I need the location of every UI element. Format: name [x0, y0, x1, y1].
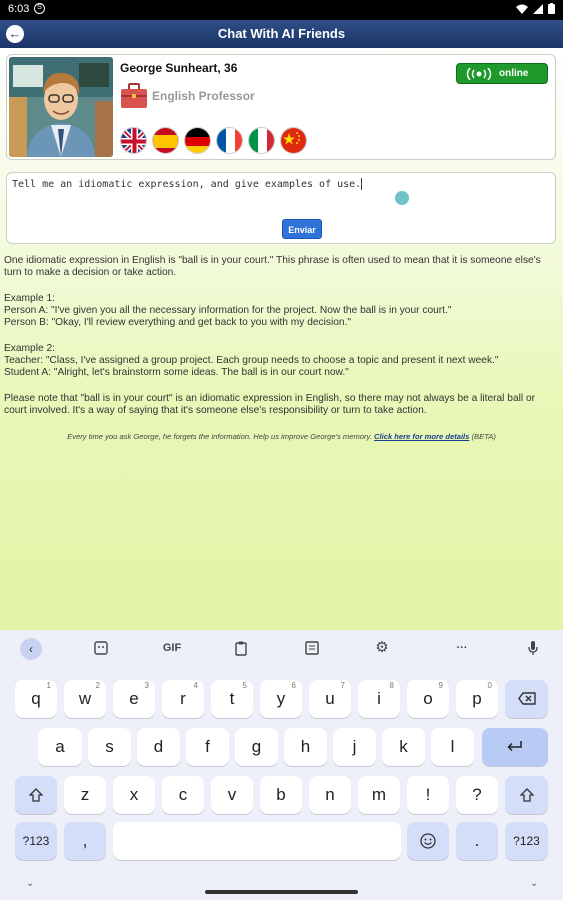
mic-icon[interactable] [524, 638, 542, 658]
status-bar [0, 0, 563, 20]
on-screen-keyboard [0, 630, 563, 900]
key-e[interactable]: e 3 [113, 680, 155, 718]
hide-keyboard-icon[interactable]: ⌄ [26, 878, 35, 889]
response-paragraph: Example 2: Teacher: "Class, I've assigned a group project. Each group needs to choose a topic and present it next week." Student A: "Alright, let's brainstorm some ideas. The ball is in our court now." [4, 343, 499, 378]
key-o[interactable]: o 9 [407, 680, 449, 718]
page-title: Chat With AI Friends [217, 26, 346, 41]
key-f[interactable]: f [186, 728, 229, 766]
flag-france-icon[interactable] [216, 127, 243, 154]
key-x[interactable]: x [113, 776, 155, 814]
response-paragraph: One idiomatic expression in English is "ball is in your court." This phrase is often used to mean that it is someone else's turn to make a decision or take action. [4, 255, 541, 278]
key-z[interactable]: z [64, 776, 106, 814]
more-icon[interactable]: ··· [456, 642, 468, 654]
key-t[interactable]: t 5 [211, 680, 253, 718]
key-l[interactable]: l [431, 728, 474, 766]
period-key[interactable]: . [456, 822, 498, 860]
settings-icon[interactable]: ⚙ [375, 639, 389, 656]
shift-icon [29, 788, 43, 802]
message-input[interactable]: Tell me an idiomatic expression, and give examples of use. [12, 179, 362, 190]
gif-button[interactable]: GIF [162, 642, 182, 654]
key-c[interactable]: c [162, 776, 204, 814]
key-k[interactable]: k [382, 728, 425, 766]
symbols-key-left[interactable]: ?123 [15, 822, 57, 860]
comma-key[interactable]: , [64, 822, 106, 860]
key-b[interactable]: b [260, 776, 302, 814]
key-question[interactable]: ? [456, 776, 498, 814]
keyboard-switch-icon[interactable]: ⌄ [530, 878, 539, 889]
briefcase-icon [120, 83, 148, 109]
key-exclamation[interactable]: ! [407, 776, 449, 814]
memory-note: Every time you ask George, he forgets the information. Help us improve George's memory. Click here for more details (BETA) [67, 432, 496, 441]
key-m[interactable]: m [358, 776, 400, 814]
key-p[interactable]: p 0 [456, 680, 498, 718]
key-r[interactable]: r 4 [162, 680, 204, 718]
flag-uk-icon[interactable] [120, 127, 147, 154]
emoji-icon [420, 833, 436, 849]
message-input-box[interactable] [6, 172, 556, 244]
key-i[interactable]: i 8 [358, 680, 400, 718]
key-n[interactable]: n [309, 776, 351, 814]
flag-italy-icon[interactable] [248, 127, 275, 154]
enter-icon [507, 741, 523, 753]
shift-key-left[interactable] [15, 776, 57, 814]
enter-key[interactable] [482, 728, 548, 766]
key-d[interactable]: d [137, 728, 180, 766]
key-g[interactable]: g [235, 728, 278, 766]
keyboard-toolbar [0, 630, 563, 666]
response-paragraph: Example 1: Person A: "I've given you all the necessary information for the project. Now the ball is in your court." Person B: "Okay, I'll review everything and get back to you with my decision." [4, 293, 452, 328]
flag-china-icon[interactable] [280, 127, 307, 154]
sticker-icon[interactable] [92, 638, 110, 658]
clock: 6:03 [8, 3, 30, 15]
translate-icon[interactable] [303, 638, 321, 658]
chat-content[interactable] [0, 48, 563, 630]
profile-role: English Professor [152, 89, 255, 103]
battery-icon [548, 3, 555, 14]
key-y[interactable]: y 6 [260, 680, 302, 718]
wifi-icon [516, 4, 528, 14]
shift-icon [520, 788, 534, 802]
key-s[interactable]: s [88, 728, 131, 766]
key-j[interactable]: j [333, 728, 376, 766]
flag-germany-icon[interactable] [184, 127, 211, 154]
avatar[interactable] [9, 57, 113, 157]
key-q[interactable]: q 1 [15, 680, 57, 718]
key-h[interactable]: h [284, 728, 327, 766]
symbols-key-right[interactable]: ?123 [505, 822, 548, 860]
language-flags [120, 127, 307, 154]
ai-response [4, 255, 552, 431]
backspace-icon [518, 692, 536, 705]
profile-name: George Sunheart, 36 [120, 61, 238, 75]
key-u[interactable]: u 7 [309, 680, 351, 718]
app-header [0, 20, 563, 48]
online-status-label: online [499, 68, 529, 79]
backspace-key[interactable] [505, 680, 548, 718]
back-icon[interactable]: ‹ [20, 638, 42, 660]
flag-spain-icon[interactable] [152, 127, 179, 154]
space-key[interactable] [113, 822, 401, 860]
clipboard-icon[interactable] [232, 638, 250, 658]
key-v[interactable]: v [211, 776, 253, 814]
profile-card [6, 54, 556, 160]
key-w[interactable]: w 2 [64, 680, 106, 718]
shift-key-right[interactable] [505, 776, 548, 814]
signal-icon [533, 4, 543, 14]
broadcast-icon [465, 68, 493, 80]
send-button[interactable]: Enviar [282, 219, 322, 239]
online-status-badge [456, 63, 548, 84]
emoji-key[interactable] [407, 822, 449, 860]
gesture-nav-handle[interactable] [205, 890, 358, 894]
back-arrow-icon[interactable]: ← [6, 25, 24, 43]
response-paragraph: Please note that "ball is in your court" is an idiomatic expression in English, so there may not always be a literal ball or court involved. It's a way of saying that it's someone else's responsibility or turn to take action. [4, 393, 536, 416]
notification-icon: S [34, 3, 45, 14]
text-cursor-handle[interactable] [395, 191, 409, 205]
key-a[interactable]: a [38, 728, 82, 766]
more-details-link[interactable]: Click here for more details [374, 432, 470, 441]
